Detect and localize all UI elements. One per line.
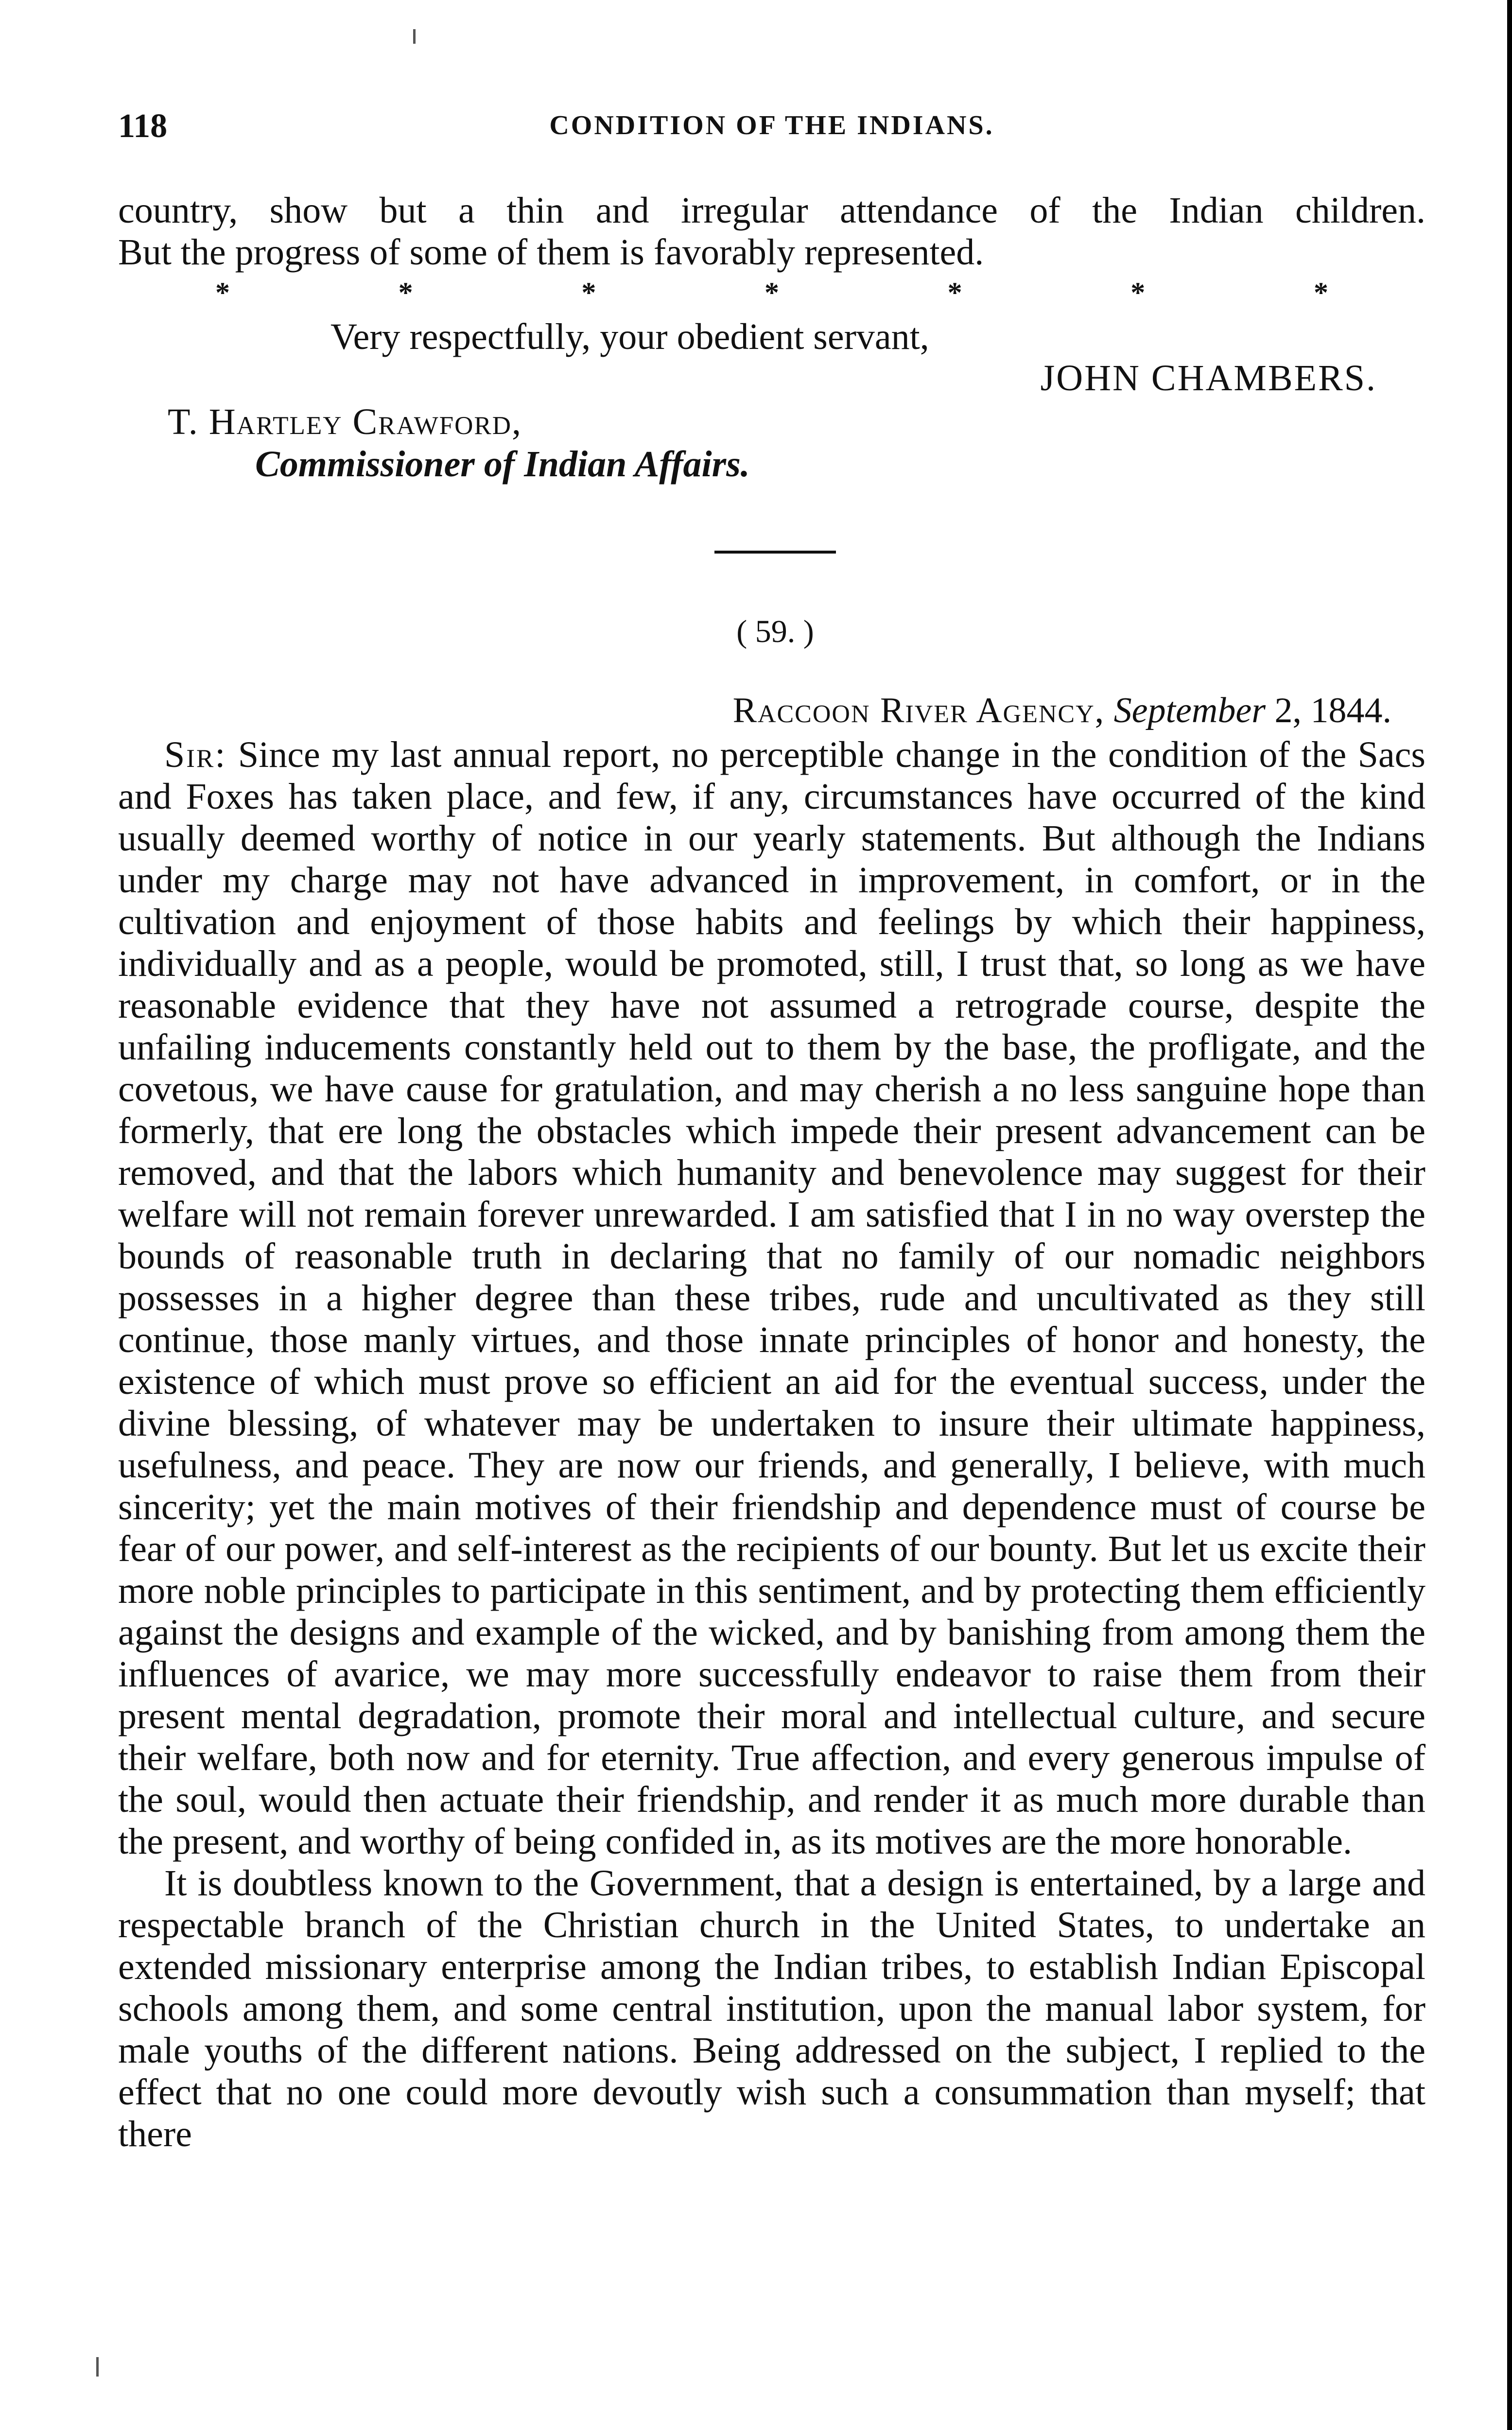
previous-letter-line-2: But the progress of some of them is favorably represented.	[118, 232, 984, 273]
paragraph-text: Since my last annual report, no perceptible change in the condition of the Sacs and Foxes has taken place, and few, if any, circumstances have occurred of the kind usually deemed worthy of notice in our yearly statements. But although the Indians under my charge may not have advanced in improvement, in comfort, or in the cultivation and enjoyment of those habits and feelings by which their happiness, individually and as a people, would be promoted, still, I trust that, so long as we have reasonable evidence that they have not assumed a retrograde course, despite the unfailing inducements constantly held out to them by the base, the profligate, and the covetous, we have cause for gratulation, and may cherish a no less sanguine hope than formerly, that ere long the obstacles which impede their present advancement can be removed, and that the labors which humanity and benevolence may suggest for their welfare will not remain forever unrewarded. I am satisfied that I in no way overstep the bounds of reasonable truth in declaring that no family of our nomadic neighbors possesses in a higher degree than these tribes, rude and uncultivated as they still continue, those manly virtues, and those innate principles of honor and honesty, the existence of which must prove so efficient an aid for the eventual success, under the divine blessing, of whatever may be undertaken to insure their ultimate happiness, usefulness, and peace. They are now our friends, and generally, I believe, with much sincerity; yet the main motives of their friendship and dependence must of course be fear of our power, and self-interest as the recipients of our bounty. But let us excite their more noble principles to participate in this sentiment, and by protecting them efficiently against the designs and example of the wicked, and by banishing from among them the influences of avarice, we may more successfully endeavor to raise them from their present mental degradation, promote their moral and intellectual culture, and secure their welfare, both now and for eternity. True affection, and every generous impulse of the soul, would then actuate their friendship, and render it as much more durable than the present, and worthy of being confided in, as its motives are the more honorable.	[118, 734, 1425, 1862]
section-divider	[714, 551, 836, 554]
scan-speck	[413, 29, 416, 44]
omission-star: *	[398, 277, 413, 309]
omission-star: *	[1130, 277, 1146, 309]
omission-star: *	[1313, 277, 1328, 309]
omission-star: *	[581, 277, 596, 309]
body-paragraph	[118, 734, 1425, 1862]
letter-signer: JOHN CHAMBERS.	[1040, 358, 1377, 399]
previous-letter-ending	[118, 190, 1425, 273]
letter-body	[118, 734, 1425, 2155]
scan-speck	[96, 2357, 99, 2377]
omission-star: *	[215, 277, 230, 309]
addressee-name: T. Hartley Crawford,	[168, 401, 522, 442]
dateline-day-year: 2, 1844.	[1274, 691, 1391, 730]
dateline-month: September	[1113, 691, 1266, 730]
omission-star: *	[947, 277, 962, 309]
dateline-place: Raccoon River Agency,	[732, 691, 1105, 730]
body-paragraph: It is doubtless known to the Government, that a design is entertained, by a large and respectable branch of the Christian church in the United States, to undertake an extended missionary enterprise among the Indian tribes, to establish Indian Episcopal schools among them, and some central institution, upon the manual labor system, for male youths of the different nations. Being addressed on the subject, I replied to the effect that no one could more devoutly wish such a consummation than myself; that there	[118, 1863, 1425, 2154]
omission-star: *	[764, 277, 779, 309]
document-number: ( 59. )	[736, 614, 814, 649]
dateline	[733, 690, 1391, 731]
salutation: Sir:	[164, 734, 227, 775]
previous-letter-line-1: country, show but a thin and irregular attendance of the Indian children.	[118, 190, 1425, 231]
letter-closing: Very respectfully, your obedient servant,	[330, 316, 929, 357]
running-head	[118, 107, 1425, 146]
running-title: CONDITION OF THE INDIANS.	[549, 110, 994, 140]
omission-marks	[118, 276, 1425, 310]
addressee-title: Commissioner of Indian Affairs.	[255, 444, 750, 485]
page-number: 118	[118, 107, 168, 145]
